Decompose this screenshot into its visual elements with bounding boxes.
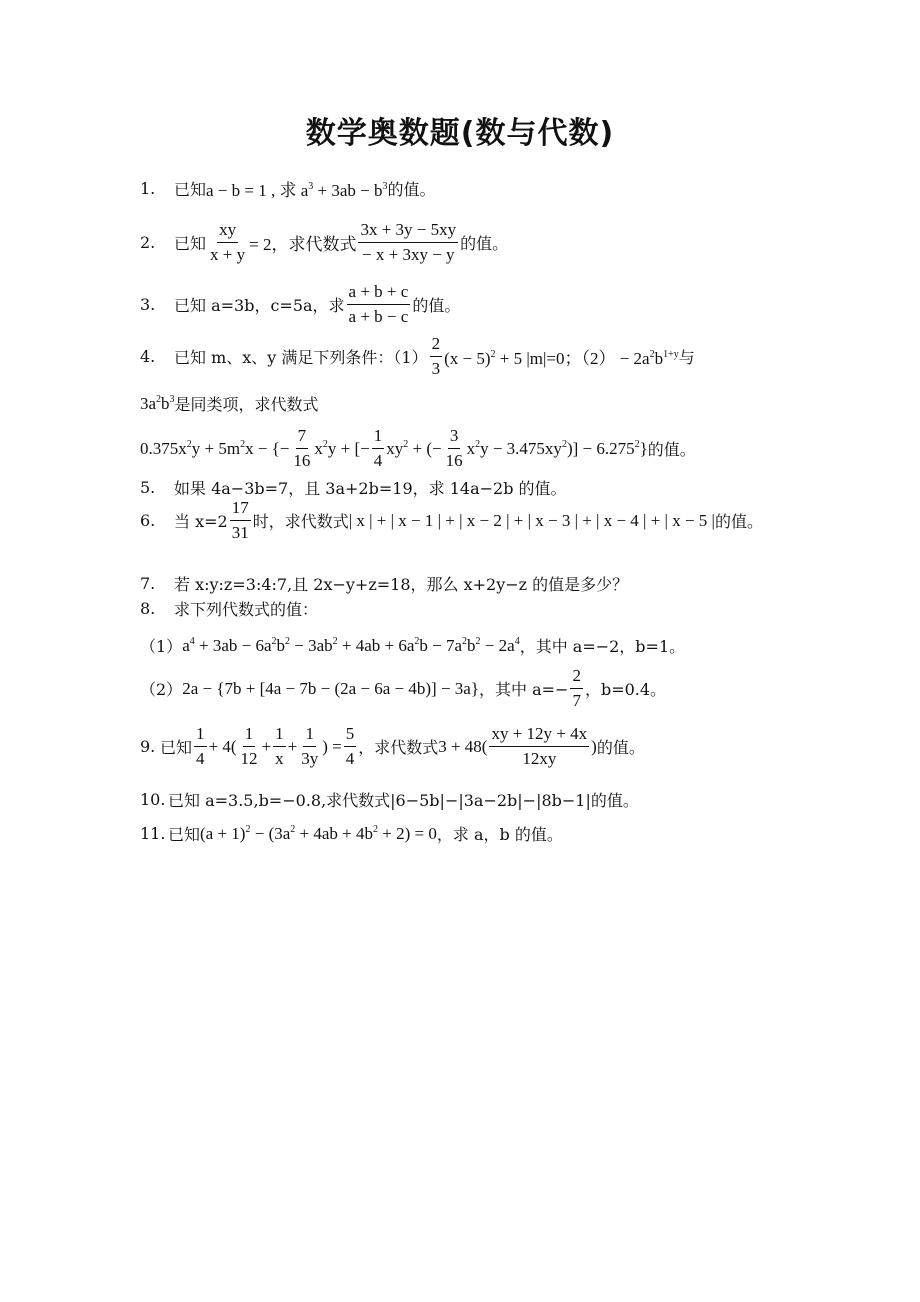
problem-text: ，b=0.4。 [584,680,667,699]
problem-text: 已知 [168,825,201,844]
fraction: $\frac{2}{3}$ [431,334,441,378]
problem-10 [140,788,639,811]
math-expression: $a^4 + 3ab - 6a^2b^2 - 3ab^2 + 4ab + 6a^2b - 7a^2b^2 - 2a^4$ [182,635,520,655]
fraction: $\frac{2}{7}$ [572,666,581,710]
math-expression: ) = [322,736,342,756]
math-expression: + 4( [208,736,237,756]
problem-text: 是同类项，求代数式 [174,395,319,414]
fraction: $\frac{5}{4}$ [345,724,355,768]
problem-text: 的值。 [460,234,509,253]
math-expression: $x^2y$ + [− [314,438,370,458]
problem-number: 3. [140,295,156,314]
problem-7 [140,572,628,595]
problem-number: 4. [140,347,156,366]
problem-text: 的值。 [596,738,645,757]
math-expression: $x^2y - 3.475xy^2)] - 6.275^2$} [466,438,648,458]
fraction: $\frac{7}{16}$ [293,426,311,470]
math-expression: = 2，求代数式 [249,235,357,254]
math-expression: $(a + 1)^2 - (3a^2 + 4ab + 4b^2 + 2) = 0$ [200,823,437,843]
fraction: $\frac{1}{x}$ [275,724,284,768]
problem-text: 时，求代数式 [252,512,349,531]
math-expression: a − b = 1 , 求 $a^3 + 3ab - b^3$ [206,181,388,200]
math-expression: 2a − {7b + [4a − 7b − (2a − 6a − 4b)] − 3a} [182,678,479,698]
problem-4-continued [140,392,319,415]
problem-text: 已知 [160,738,193,757]
problem-number: 6. [140,511,156,530]
problem-2 [140,220,508,265]
problem-number: 9. [140,737,156,756]
problem-8-part-1 [140,634,685,657]
problem-text: 当 x=2 [174,512,228,531]
problem-number: 1. [140,179,156,198]
problem-3 [140,282,460,327]
problem-text: 已知 [174,180,207,199]
problem-text: 的值。 [387,180,436,199]
problem-number: 11. [140,824,166,843]
problem-text: 若 x:y:z=3:4:7,且 2x−y+z=18，那么 x+2y−z 的值是多少？ [174,575,629,594]
page-title: 数学奥数题(数与代数) [305,116,615,151]
problem-8 [140,597,318,620]
math-expression: | x | + | x − 1 | + | x − 2 | + | x − 3 | + | x − 4 | + | x − 5 | [348,510,715,530]
math-expression: $0.375x^2y + 5m^2x$ − {− [140,438,290,458]
fraction: $\frac{1}{4}$ [373,426,383,470]
fraction: $\frac{1}{12}$ [240,724,258,768]
problem-5 [140,476,567,499]
problem-text: ，其中 a=− [479,680,569,699]
problem-4 [140,334,695,379]
problem-text: 已知 m、x、y 满足下列条件：（1） [174,348,428,367]
fraction: $\frac{a + b + c}{a + b - c}$ [348,282,409,326]
math-expression: ) [591,736,597,756]
fraction: $\frac{3}{16}$ [445,426,463,470]
part-label: （1） [140,637,183,656]
problem-number: 5. [140,478,156,497]
math-expression: 3 + 48( [438,736,488,756]
fraction: $\frac{xy + 12y + 4x}{12xy}$ [491,724,588,768]
fraction: $\frac{1}{3y}$ [301,724,319,768]
problem-number: 10. [140,790,166,809]
math-expression: + [287,736,298,756]
problem-text: 求下列代数式的值： [174,600,319,619]
problem-text: 已知 [174,234,207,253]
fraction: $\frac{1}{4}$ [196,724,205,768]
problem-8-part-2 [140,666,666,711]
fraction: $\frac{17}{31}$ [231,498,249,542]
problem-text: 已知 a=3.5,b=−0.8,求代数式|6−5b|−|3a−2b|−|8b−1|的值。 [168,791,639,810]
problem-text: 的值。 [412,296,461,315]
problem-1 [140,176,436,201]
problem-number: 2. [140,233,156,252]
problem-9 [140,724,645,769]
problem-number: 8. [140,599,156,618]
problem-text: ，求 a，b 的值。 [436,825,563,844]
math-expression: + [261,736,272,756]
problem-text: ，求代数式 [358,738,439,757]
problem-text: ，其中 a=−2，b=1。 [519,637,686,656]
problem-text: 与 [678,348,695,367]
problem-4-expression [140,426,696,471]
problem-text: 的值。 [714,512,763,531]
math-expression: $xy^2$ + (− [386,438,442,458]
math-expression: $3a^2b^3$ [140,393,175,413]
math-expression: $(x - 5)^2 + 5$ |m|=0；$(2) - 2a^2b^{1+y}$ [444,349,679,368]
problem-number: 7. [140,574,156,593]
problem-text: 已知 a=3b，c=5a，求 [174,296,345,315]
problem-text: 如果 4a−3b=7，且 3a+2b=19，求 14a−2b 的值。 [174,479,567,498]
problem-11 [140,822,563,845]
part-label: （2） [140,680,183,699]
problem-6 [140,498,763,543]
fraction: $\frac{xy}{x + y}$ [210,220,246,264]
problem-text: 的值。 [647,440,696,459]
fraction: $\frac{3x + 3y - 5xy}{- x + 3xy - y}$ [360,220,457,264]
